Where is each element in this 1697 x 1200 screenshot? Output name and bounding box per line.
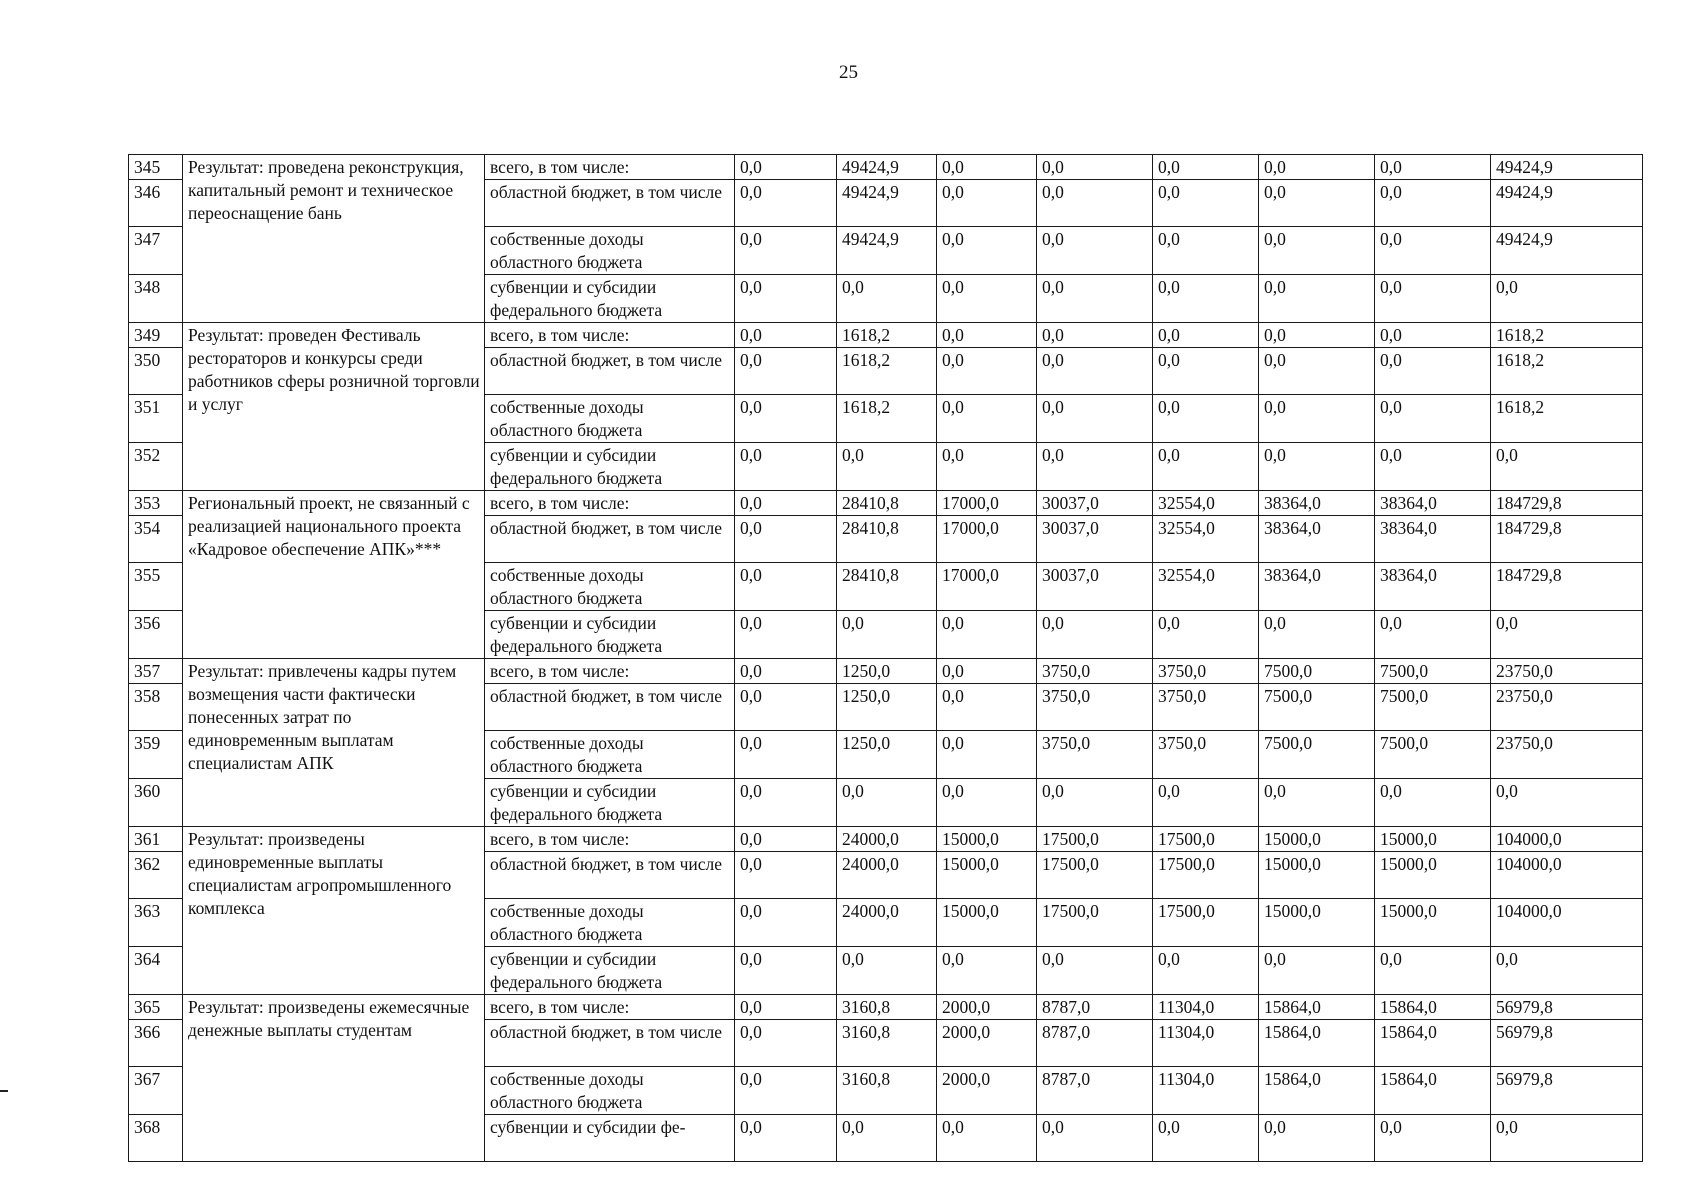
table-row (129, 995, 1643, 1020)
year-value: 0,0 (1375, 1115, 1491, 1162)
total-value: 0,0 (1491, 275, 1643, 323)
row-number: 368 (129, 1115, 183, 1162)
year-value: 0,0 (1153, 443, 1259, 491)
year-value: 17500,0 (1037, 852, 1153, 899)
result-description: Результат: проведен Фестиваль рестораторов и конкурсы среди работников сферы розничной торговли и услуг (183, 323, 485, 491)
year-value: 0,0 (1259, 947, 1375, 995)
year-value: 17500,0 (1153, 827, 1259, 852)
year-value: 17500,0 (1153, 852, 1259, 899)
year-value: 2000,0 (937, 1067, 1037, 1115)
year-value: 38364,0 (1259, 516, 1375, 563)
total-value: 184729,8 (1491, 563, 1643, 611)
year-value: 3750,0 (1153, 659, 1259, 684)
row-number: 355 (129, 563, 183, 611)
result-description: Результат: произведены единовременные выплаты специалистам агропромышленного комплекса (183, 827, 485, 995)
row-number: 358 (129, 684, 183, 731)
total-value: 0,0 (1491, 947, 1643, 995)
year-value: 3160,8 (837, 1067, 937, 1115)
year-value: 11304,0 (1153, 1020, 1259, 1067)
year-value: 0,0 (1153, 155, 1259, 180)
year-value: 0,0 (937, 155, 1037, 180)
year-value: 0,0 (735, 779, 837, 827)
table-row (129, 491, 1643, 516)
year-value: 0,0 (1153, 1115, 1259, 1162)
year-value: 0,0 (1259, 275, 1375, 323)
year-value: 0,0 (937, 659, 1037, 684)
year-value: 0,0 (1037, 443, 1153, 491)
year-value: 1618,2 (837, 323, 937, 348)
row-number: 351 (129, 395, 183, 443)
year-value: 38364,0 (1375, 516, 1491, 563)
year-value: 0,0 (1375, 348, 1491, 395)
year-value: 17500,0 (1037, 827, 1153, 852)
row-number: 353 (129, 491, 183, 516)
total-value: 0,0 (1491, 443, 1643, 491)
funding-source: собственные доходы областного бюджета (485, 227, 735, 275)
funding-source: всего, в том числе: (485, 659, 735, 684)
year-value: 2000,0 (937, 1020, 1037, 1067)
year-value: 0,0 (937, 395, 1037, 443)
page-number: 25 (839, 62, 858, 83)
total-value: 0,0 (1491, 611, 1643, 659)
year-value: 1250,0 (837, 684, 937, 731)
year-value: 0,0 (1375, 779, 1491, 827)
year-value: 0,0 (937, 731, 1037, 779)
year-value: 0,0 (1259, 155, 1375, 180)
funding-source: областной бюджет, в том числе (485, 1020, 735, 1067)
year-value: 0,0 (1375, 180, 1491, 227)
year-value: 0,0 (1037, 348, 1153, 395)
year-value: 0,0 (1259, 348, 1375, 395)
year-value: 38364,0 (1259, 563, 1375, 611)
year-value: 0,0 (937, 779, 1037, 827)
year-value: 3160,8 (837, 995, 937, 1020)
result-description: Результат: произведены ежемесячные денежные выплаты студентам (183, 995, 485, 1162)
year-value: 0,0 (937, 323, 1037, 348)
row-number: 354 (129, 516, 183, 563)
year-value: 1250,0 (837, 731, 937, 779)
year-value: 0,0 (1375, 611, 1491, 659)
year-value: 24000,0 (837, 852, 937, 899)
result-description: Результат: привлечены кадры путем возмещения части фактически понесенных затрат по единовременным выплатам специалистам АПК (183, 659, 485, 827)
year-value: 0,0 (1153, 348, 1259, 395)
year-value: 1618,2 (837, 348, 937, 395)
year-value: 0,0 (837, 947, 937, 995)
year-value: 49424,9 (837, 155, 937, 180)
year-value: 15864,0 (1375, 1020, 1491, 1067)
year-value: 0,0 (1259, 323, 1375, 348)
year-value: 0,0 (1037, 180, 1153, 227)
year-value: 11304,0 (1153, 995, 1259, 1020)
row-number: 345 (129, 155, 183, 180)
total-value: 0,0 (1491, 1115, 1643, 1162)
year-value: 24000,0 (837, 827, 937, 852)
year-value: 8787,0 (1037, 1067, 1153, 1115)
year-value: 0,0 (735, 1067, 837, 1115)
year-value: 0,0 (837, 443, 937, 491)
year-value: 30037,0 (1037, 563, 1153, 611)
total-value: 56979,8 (1491, 1067, 1643, 1115)
year-value: 0,0 (735, 731, 837, 779)
year-value: 0,0 (735, 899, 837, 947)
funding-source: областной бюджет, в том числе (485, 180, 735, 227)
year-value: 7500,0 (1375, 684, 1491, 731)
year-value: 0,0 (937, 348, 1037, 395)
total-value: 104000,0 (1491, 827, 1643, 852)
year-value: 0,0 (735, 852, 837, 899)
year-value: 7500,0 (1259, 731, 1375, 779)
year-value: 0,0 (1259, 443, 1375, 491)
row-number: 367 (129, 1067, 183, 1115)
table-row (129, 323, 1643, 348)
total-value: 56979,8 (1491, 1020, 1643, 1067)
total-value: 23750,0 (1491, 659, 1643, 684)
year-value: 0,0 (937, 684, 1037, 731)
year-value: 0,0 (1259, 180, 1375, 227)
year-value: 28410,8 (837, 491, 937, 516)
year-value: 0,0 (1037, 275, 1153, 323)
year-value: 0,0 (1153, 611, 1259, 659)
year-value: 15000,0 (937, 852, 1037, 899)
total-value: 56979,8 (1491, 995, 1643, 1020)
row-number: 350 (129, 348, 183, 395)
year-value: 1618,2 (837, 395, 937, 443)
year-value: 3750,0 (1153, 684, 1259, 731)
row-number: 365 (129, 995, 183, 1020)
year-value: 0,0 (1037, 227, 1153, 275)
year-value: 30037,0 (1037, 516, 1153, 563)
year-value: 15000,0 (1259, 852, 1375, 899)
year-value: 15864,0 (1259, 995, 1375, 1020)
year-value: 3750,0 (1153, 731, 1259, 779)
year-value: 49424,9 (837, 227, 937, 275)
year-value: 30037,0 (1037, 491, 1153, 516)
funding-source: субвенции и субсидии федерального бюджета (485, 443, 735, 491)
year-value: 0,0 (1037, 155, 1153, 180)
row-number: 356 (129, 611, 183, 659)
year-value: 0,0 (1259, 395, 1375, 443)
result-description: Результат: проведена реконструкция, капитальный ремонт и техническое переоснащение бань (183, 155, 485, 323)
year-value: 2000,0 (937, 995, 1037, 1020)
year-value: 32554,0 (1153, 563, 1259, 611)
year-value: 15000,0 (1259, 899, 1375, 947)
total-value: 49424,9 (1491, 180, 1643, 227)
funding-source: субвенции и субсидии федерального бюджета (485, 611, 735, 659)
year-value: 3750,0 (1037, 659, 1153, 684)
year-value: 38364,0 (1259, 491, 1375, 516)
year-value: 0,0 (735, 323, 837, 348)
row-number: 360 (129, 779, 183, 827)
year-value: 0,0 (837, 1115, 937, 1162)
year-value: 0,0 (1037, 323, 1153, 348)
margin-mark (0, 1090, 8, 1092)
budget-table (128, 154, 1643, 1162)
funding-source: собственные доходы областного бюджета (485, 395, 735, 443)
year-value: 11304,0 (1153, 1067, 1259, 1115)
table-row (129, 659, 1643, 684)
year-value: 0,0 (937, 180, 1037, 227)
year-value: 0,0 (735, 563, 837, 611)
year-value: 0,0 (735, 491, 837, 516)
year-value: 0,0 (735, 443, 837, 491)
year-value: 8787,0 (1037, 995, 1153, 1020)
funding-source: субвенции и субсидии фе- (485, 1115, 735, 1162)
year-value: 7500,0 (1259, 659, 1375, 684)
total-value: 23750,0 (1491, 731, 1643, 779)
year-value: 7500,0 (1375, 731, 1491, 779)
year-value: 28410,8 (837, 516, 937, 563)
year-value: 0,0 (735, 155, 837, 180)
year-value: 28410,8 (837, 563, 937, 611)
year-value: 15000,0 (937, 827, 1037, 852)
row-number: 359 (129, 731, 183, 779)
year-value: 3160,8 (837, 1020, 937, 1067)
year-value: 3750,0 (1037, 731, 1153, 779)
year-value: 0,0 (1153, 323, 1259, 348)
row-number: 349 (129, 323, 183, 348)
year-value: 0,0 (937, 1115, 1037, 1162)
year-value: 8787,0 (1037, 1020, 1153, 1067)
year-value: 0,0 (937, 443, 1037, 491)
year-value: 7500,0 (1259, 684, 1375, 731)
year-value: 0,0 (735, 516, 837, 563)
year-value: 3750,0 (1037, 684, 1153, 731)
row-number: 357 (129, 659, 183, 684)
funding-source: собственные доходы областного бюджета (485, 563, 735, 611)
funding-source: собственные доходы областного бюджета (485, 1067, 735, 1115)
year-value: 0,0 (1037, 779, 1153, 827)
year-value: 0,0 (735, 659, 837, 684)
year-value: 0,0 (837, 779, 937, 827)
year-value: 0,0 (1375, 395, 1491, 443)
year-value: 15000,0 (1375, 827, 1491, 852)
year-value: 17500,0 (1037, 899, 1153, 947)
year-value: 0,0 (937, 227, 1037, 275)
year-value: 0,0 (1153, 947, 1259, 995)
year-value: 0,0 (837, 275, 937, 323)
funding-source: собственные доходы областного бюджета (485, 731, 735, 779)
funding-source: всего, в том числе: (485, 323, 735, 348)
year-value: 15864,0 (1259, 1067, 1375, 1115)
year-value: 0,0 (1375, 155, 1491, 180)
funding-source: субвенции и субсидии федерального бюджета (485, 779, 735, 827)
year-value: 0,0 (735, 684, 837, 731)
year-value: 15000,0 (1375, 899, 1491, 947)
year-value: 15864,0 (1375, 995, 1491, 1020)
row-number: 361 (129, 827, 183, 852)
year-value: 0,0 (1375, 275, 1491, 323)
row-number: 364 (129, 947, 183, 995)
year-value: 0,0 (1153, 395, 1259, 443)
funding-source: областной бюджет, в том числе (485, 348, 735, 395)
funding-source: всего, в том числе: (485, 995, 735, 1020)
year-value: 38364,0 (1375, 563, 1491, 611)
year-value: 24000,0 (837, 899, 937, 947)
year-value: 0,0 (1037, 947, 1153, 995)
year-value: 0,0 (735, 275, 837, 323)
result-description: Региональный проект, не связанный с реализацией национального проекта «Кадровое обеспечение АПК»*** (183, 491, 485, 659)
row-number: 366 (129, 1020, 183, 1067)
row-number: 346 (129, 180, 183, 227)
total-value: 104000,0 (1491, 899, 1643, 947)
year-value: 0,0 (1037, 611, 1153, 659)
total-value: 1618,2 (1491, 323, 1643, 348)
row-number: 352 (129, 443, 183, 491)
year-value: 15000,0 (937, 899, 1037, 947)
total-value: 23750,0 (1491, 684, 1643, 731)
year-value: 0,0 (1375, 443, 1491, 491)
table-row (129, 827, 1643, 852)
year-value: 0,0 (735, 995, 837, 1020)
year-value: 0,0 (937, 275, 1037, 323)
year-value: 0,0 (735, 1020, 837, 1067)
year-value: 0,0 (1259, 611, 1375, 659)
year-value: 0,0 (1259, 779, 1375, 827)
year-value: 0,0 (1153, 275, 1259, 323)
year-value: 32554,0 (1153, 491, 1259, 516)
year-value: 49424,9 (837, 180, 937, 227)
year-value: 15000,0 (1375, 852, 1491, 899)
total-value: 0,0 (1491, 779, 1643, 827)
row-number: 347 (129, 227, 183, 275)
year-value: 17000,0 (937, 516, 1037, 563)
year-value: 0,0 (937, 611, 1037, 659)
year-value: 32554,0 (1153, 516, 1259, 563)
funding-source: субвенции и субсидии федерального бюджета (485, 275, 735, 323)
year-value: 0,0 (735, 1115, 837, 1162)
year-value: 0,0 (735, 180, 837, 227)
year-value: 7500,0 (1375, 659, 1491, 684)
year-value: 0,0 (1153, 180, 1259, 227)
year-value: 0,0 (1375, 227, 1491, 275)
year-value: 0,0 (1153, 779, 1259, 827)
funding-source: всего, в том числе: (485, 827, 735, 852)
total-value: 1618,2 (1491, 348, 1643, 395)
funding-source: всего, в том числе: (485, 491, 735, 516)
funding-source: областной бюджет, в том числе (485, 516, 735, 563)
total-value: 184729,8 (1491, 491, 1643, 516)
row-number: 363 (129, 899, 183, 947)
year-value: 17000,0 (937, 563, 1037, 611)
year-value: 15864,0 (1259, 1020, 1375, 1067)
row-number: 348 (129, 275, 183, 323)
funding-source: собственные доходы областного бюджета (485, 899, 735, 947)
funding-source: субвенции и субсидии федерального бюджета (485, 947, 735, 995)
year-value: 0,0 (735, 395, 837, 443)
table-row (129, 155, 1643, 180)
year-value: 0,0 (735, 611, 837, 659)
budget-table-body (129, 155, 1643, 1162)
year-value: 0,0 (1375, 323, 1491, 348)
year-value: 0,0 (1259, 227, 1375, 275)
year-value: 0,0 (735, 348, 837, 395)
year-value: 0,0 (735, 227, 837, 275)
year-value: 0,0 (837, 611, 937, 659)
year-value: 0,0 (1037, 395, 1153, 443)
year-value: 0,0 (735, 827, 837, 852)
year-value: 0,0 (1259, 1115, 1375, 1162)
funding-source: областной бюджет, в том числе (485, 852, 735, 899)
year-value: 17000,0 (937, 491, 1037, 516)
total-value: 104000,0 (1491, 852, 1643, 899)
year-value: 0,0 (1153, 227, 1259, 275)
funding-source: всего, в том числе: (485, 155, 735, 180)
year-value: 0,0 (1375, 947, 1491, 995)
year-value: 1250,0 (837, 659, 937, 684)
year-value: 38364,0 (1375, 491, 1491, 516)
total-value: 184729,8 (1491, 516, 1643, 563)
total-value: 49424,9 (1491, 227, 1643, 275)
total-value: 1618,2 (1491, 395, 1643, 443)
year-value: 0,0 (937, 947, 1037, 995)
year-value: 0,0 (1037, 1115, 1153, 1162)
year-value: 15864,0 (1375, 1067, 1491, 1115)
year-value: 0,0 (735, 947, 837, 995)
row-number: 362 (129, 852, 183, 899)
funding-source: областной бюджет, в том числе (485, 684, 735, 731)
year-value: 17500,0 (1153, 899, 1259, 947)
total-value: 49424,9 (1491, 155, 1643, 180)
year-value: 15000,0 (1259, 827, 1375, 852)
